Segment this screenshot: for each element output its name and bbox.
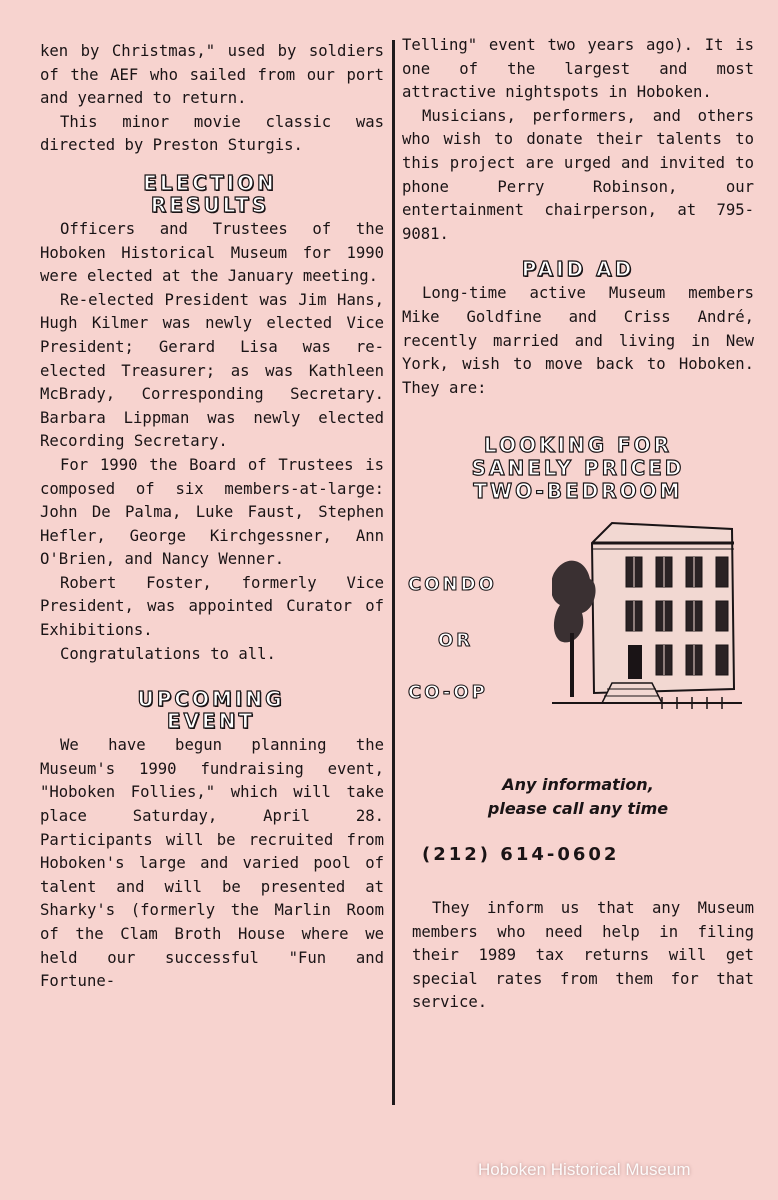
column-divider	[392, 40, 395, 1105]
election-paragraph: Officers and Trustees of the Hoboken Historical Museum for 1990 were elected at the January meeting.	[40, 219, 384, 286]
ad-headline-line: LOOKING FOR	[483, 433, 673, 458]
election-paragraph: Re-elected President was Jim Hans, Hugh Kilmer was newly elected Vice President; Gerard Lisa was re-elected Treasurer; as was Kathleen McBrady, Corresponding Secretary. Barbara Lippman was newly elected Recording Secretary.	[40, 290, 384, 451]
ad-headline-line: TWO-BEDROOM	[473, 479, 683, 504]
coop-label: CO-OP	[408, 682, 488, 704]
election-paragraph: Congratulations to all.	[60, 644, 276, 663]
ad-info-line: Any information,	[502, 775, 654, 795]
election-heading: ELECTION RESULTS	[143, 170, 277, 217]
intro-paragraph: ken by Christmas," used by soldiers of the AEF who sailed from our port and yearned to return.	[40, 42, 384, 108]
continued-paragraph: Telling" event two years ago). It is one of the largest and most attractive nightspots in Hoboken.	[402, 36, 754, 102]
intro-paragraph: This minor movie classic was directed by Preston Sturgis.	[40, 112, 384, 155]
paid-ad-paragraph: Long-time active Museum members Mike Goldfine and Criss André, recently married and living in New York, wish to move back to Hoboken. They are:	[402, 284, 754, 397]
museum-watermark: Hoboken Historical Museum	[478, 1160, 691, 1179]
left-column	[40, 40, 384, 994]
ad-headline-line: SANELY PRICED	[471, 456, 685, 481]
ad-headline	[402, 434, 754, 503]
election-paragraph: For 1990 the Board of Trustees is composed of six members-at-large: John De Palma, Luke Faust, Stephen Hefler, George Kirchgessner, Ann O'Brien, and Nancy Wenner.	[40, 455, 384, 569]
election-paragraph: Robert Foster, formerly Vice President, was appointed Curator of Exhibitions.	[40, 573, 384, 640]
or-label: OR	[438, 630, 474, 652]
ad-phone-number: (212) 614-0602	[422, 844, 620, 866]
upcoming-event-paragraph: We have begun planning the Museum's 1990 fundraising event, "Hoboken Follies," which will take place Saturday, April 28. Participants will be recruited from Hoboken's large and varied pool of talent and will be presented at Sharky's (formerly the Marlin Room of the Clam Broth House where we held our successful "Fun and Fortune-	[40, 736, 384, 991]
closing-paragraph: They inform us that any Museum members who need help in filing their 1989 tax returns will get special rates from them for that service.	[412, 898, 754, 1012]
ad-illustration-box	[402, 513, 754, 759]
continued-paragraph: Musicians, performers, and others who wish to donate their talents to this project are urged and invited to phone Perry Robinson, our entertainment chairperson, at 795-9081.	[402, 106, 754, 243]
right-column	[402, 34, 754, 1015]
ad-info-line: please call any time	[487, 799, 669, 819]
brownstone-building-icon	[552, 513, 742, 713]
condo-label: CONDO	[408, 574, 497, 596]
paid-ad-heading: PAID AD	[521, 257, 635, 282]
ad-info	[402, 773, 754, 821]
upcoming-event-heading: UPCOMING EVENT	[137, 687, 285, 734]
